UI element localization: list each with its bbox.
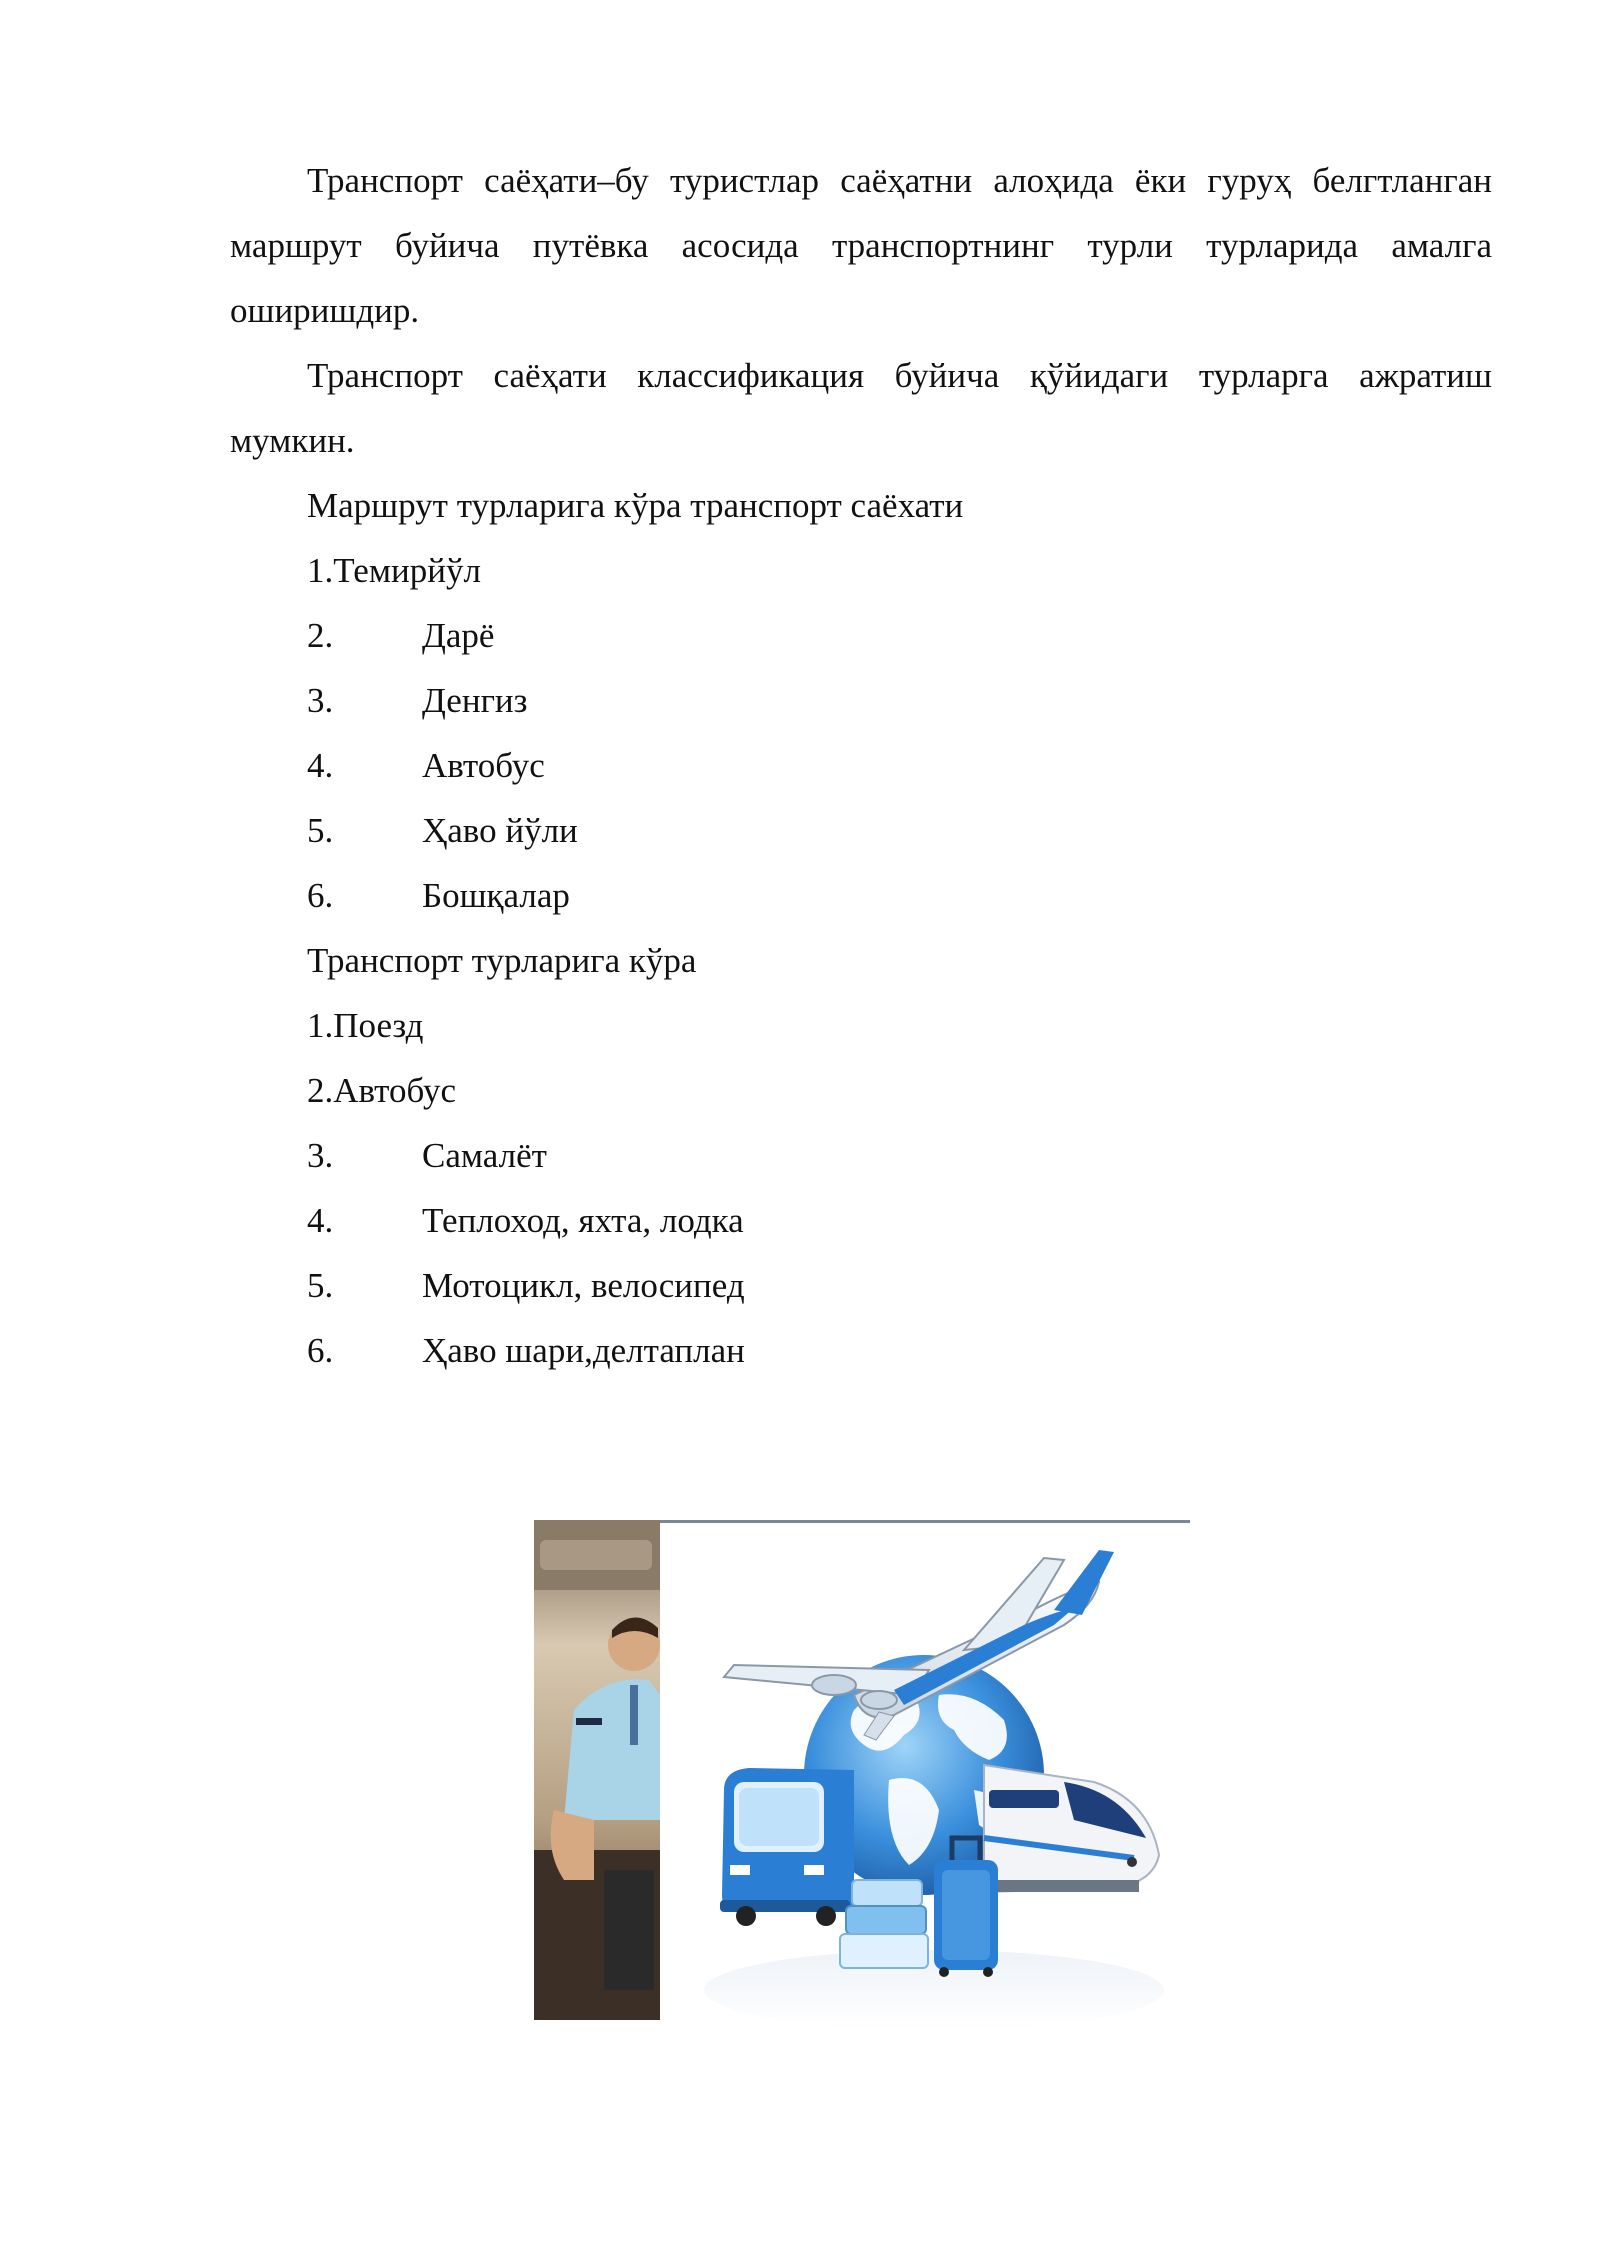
list-number: 4. [307, 746, 334, 785]
list-number: 3. [307, 1136, 334, 1175]
list-number: 5. [307, 1266, 334, 1305]
list-number: 6. [307, 1331, 334, 1370]
list-text: Теплоход, яхта, лодка [422, 1201, 744, 1240]
list-item [230, 798, 1492, 863]
bus-icon [720, 1768, 854, 1926]
list-text: Дарё [422, 616, 495, 655]
list-number: 2. [307, 616, 334, 655]
list-number: 5. [307, 811, 334, 850]
list-item: 1.Поезд [307, 1006, 424, 1045]
list-number: 4. [307, 1201, 334, 1240]
list-text: Самалёт [422, 1136, 547, 1175]
flight-attendant-photo [534, 1520, 660, 2020]
list-item [230, 1188, 1492, 1253]
list-number: 3. [307, 681, 334, 720]
list-text: Бошқалар [422, 876, 570, 915]
list-text: Ҳаво шари,делтаплан [422, 1331, 745, 1370]
list-text: Ҳаво йўли [422, 811, 578, 850]
document-body [230, 148, 1492, 1383]
list-item [230, 1123, 1492, 1188]
list-item [230, 668, 1492, 733]
list-item [230, 1318, 1492, 1383]
transport-illustration [534, 1520, 1190, 2040]
list-item: 2.Автобус [307, 1071, 457, 1110]
list-text: Автобус [422, 746, 545, 785]
intro-paragraph: Транспорт саёҳати–бу туристлар саёҳатни алоҳида ёки гуруҳ белгтланган маршрут буйича путёвка асосида транспортнинг турли турларида амалга оширишдир. [230, 161, 1492, 330]
section1-heading: Маршрут турларига кўра транспорт саёхати [307, 486, 964, 525]
list-text: Мотоцикл, велосипед [422, 1266, 745, 1305]
section2-heading: Транспорт турларига кўра [307, 941, 697, 980]
list-item: 1.Темирйўл [307, 551, 481, 590]
list-item [230, 863, 1492, 928]
list-item [230, 733, 1492, 798]
list-item [230, 1253, 1492, 1318]
list-number: 6. [307, 876, 334, 915]
list-item [230, 603, 1492, 668]
classification-paragraph: Транспорт саёҳати классификация буйича қўйидаги турларга ажратиш мумкин. [230, 356, 1492, 460]
list-text: Денгиз [422, 681, 528, 720]
